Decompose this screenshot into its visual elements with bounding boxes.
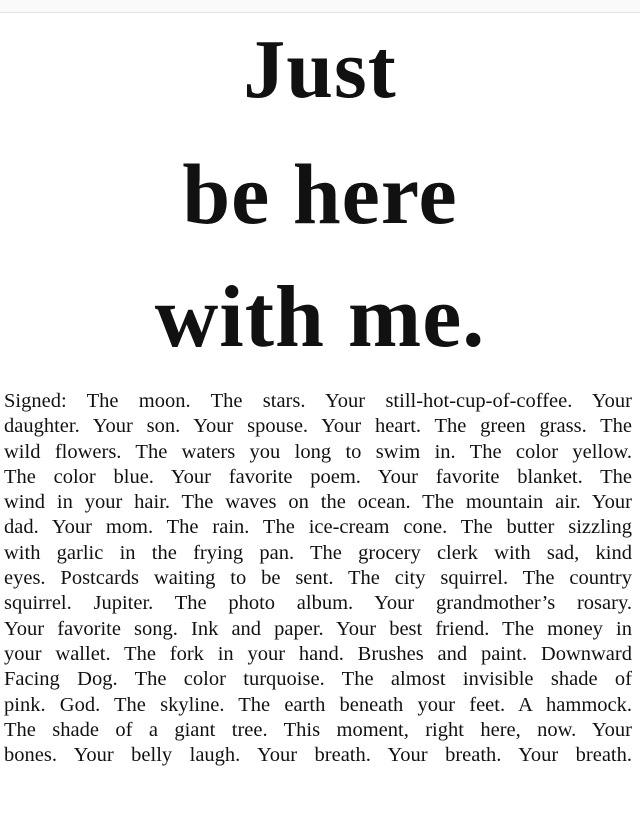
paragraph-line: Signed: The moon. The stars. Your still-hot-cup-of-coffee. Your xyxy=(4,390,632,412)
paragraph-line: The shade of a giant tree. This moment, right here, now. Your xyxy=(4,718,632,741)
headline-line-2: be here xyxy=(182,146,458,242)
headline-line-1: Just xyxy=(243,23,397,116)
paragraph-line: daughter. Your son. Your spouse. Your heart. The green grass. The xyxy=(4,415,632,438)
paragraph-line: wild flowers. The waters you long to swim in. The color yellow. xyxy=(4,440,632,463)
paragraph-line: Your favorite song. Ink and paper. Your best friend. The money in xyxy=(4,617,632,640)
paragraph-line: eyes. Postcards waiting to be sent. The city squirrel. The country xyxy=(4,567,632,590)
headline-line-3: with me. xyxy=(154,269,486,366)
paragraph-line: your wallet. The fork in your hand. Brushes and paint. Downward xyxy=(4,642,632,665)
paragraph-line: pink. God. The skyline. The earth beneath your feet. A hammock. xyxy=(4,693,632,716)
paragraph-line: The color blue. Your favorite poem. Your favorite blanket. The xyxy=(4,465,632,488)
paragraph-line: wind in your hair. The waves on the ocean. The mountain air. Your xyxy=(4,491,632,514)
paragraph-line: bones. Your belly laugh. Your breath. Your breath. Your breath. xyxy=(4,744,632,767)
paragraph-line: dad. Your mom. The rain. The ice-cream cone. The butter sizzling xyxy=(4,516,632,539)
paragraph-line: with garlic in the frying pan. The grocery clerk with sad, kind xyxy=(4,541,632,564)
signed-paragraph xyxy=(4,389,632,768)
headline xyxy=(0,8,640,380)
paragraph-line: Facing Dog. The color turquoise. The almost invisible shade of xyxy=(4,668,632,691)
paragraph-line: squirrel. Jupiter. The photo album. Your grandmother’s rosary. xyxy=(4,592,632,615)
